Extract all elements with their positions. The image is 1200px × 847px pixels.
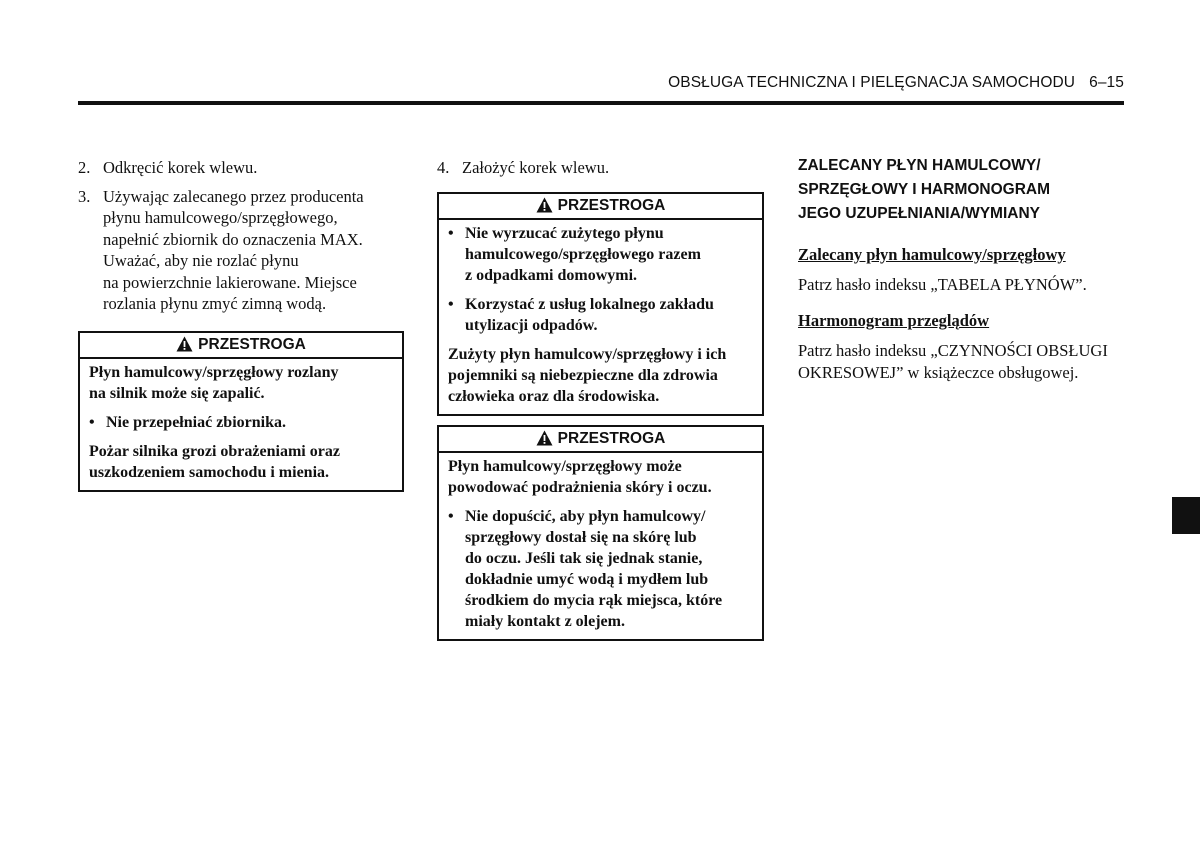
caution-line: Nie dopuścić, aby płyn hamulcowy/ — [465, 507, 706, 525]
caution-box — [437, 425, 764, 641]
section-title — [798, 154, 1128, 226]
step-text-line: Używając zalecanego przez producenta — [103, 186, 364, 206]
caution-intro — [448, 456, 754, 498]
caution-bullet — [448, 506, 754, 632]
column-2 — [437, 157, 764, 641]
caution-line: uszkodzeniem samochodu i mienia. — [89, 463, 330, 481]
caution-box — [437, 192, 764, 416]
caution-intro — [89, 362, 394, 404]
caution-header — [80, 333, 402, 359]
step-3 — [78, 186, 404, 315]
caution-bullet — [448, 223, 754, 286]
caution-header — [439, 194, 762, 220]
header-rule — [78, 101, 1124, 105]
caution-line: człowieka oraz dla środowiska. — [448, 387, 660, 405]
caution-body — [80, 359, 402, 490]
step-text-line: na powierzchnie lakierowane. Miejsce — [103, 272, 357, 292]
caution-line: Płyn hamulcowy/sprzęgłowy rozlany — [89, 363, 339, 381]
section-title-line: ZALECANY PŁYN HAMULCOWY/ — [798, 157, 1041, 174]
caution-bullet — [89, 412, 394, 433]
section-title-line: JEGO UZUPEŁNIANIA/WYMIANY — [798, 205, 1040, 222]
caution-line: miały kontakt z olejem. — [465, 612, 625, 630]
step-number: 2. — [78, 158, 91, 177]
paragraph — [798, 274, 1128, 296]
warning-triangle-icon — [536, 197, 553, 213]
bullet-icon: • — [448, 295, 454, 313]
caution-line: dokładnie umyć wodą i mydłem lub — [465, 570, 709, 588]
subheading-schedule: Harmonogram przeglądów — [798, 311, 990, 330]
caution-line: sprzęgłowy dostał się na skórę lub — [465, 528, 697, 546]
caution-line: Nie wyrzucać zużytego płynu — [465, 224, 664, 242]
caution-outro — [448, 344, 754, 407]
section-title-line: SPRZĘGŁOWY I HARMONOGRAM — [798, 181, 1051, 198]
warning-triangle-icon — [176, 336, 193, 352]
caution-line: powodować podrażnienia skóry i oczu. — [448, 478, 712, 496]
caution-line: hamulcowego/sprzęgłowego razem — [465, 245, 701, 263]
warning-triangle-icon — [536, 430, 553, 446]
subheading-recommended-fluid: Zalecany płyn hamulcowy/sprzęgłowy — [798, 245, 1066, 264]
step-text-line: Uważać, aby nie rozlać płynu — [103, 251, 299, 270]
paragraph-line: OKRESOWEJ” w książeczce obsługowej. — [798, 363, 1079, 382]
step-text-line: napełnić zbiornik do oznaczenia MAX. — [103, 229, 363, 249]
step-number: 4. — [437, 158, 450, 177]
caution-title: PRZESTROGA — [557, 429, 666, 447]
column-3 — [798, 157, 1128, 384]
caution-body — [439, 453, 762, 639]
caution-line: Korzystać z usług lokalnego zakładu — [465, 295, 714, 313]
paragraph — [798, 340, 1128, 384]
step-text-line: Założyć korek wlewu. — [462, 158, 610, 177]
caution-line: Pożar silnika grozi obrażeniami oraz — [89, 442, 340, 460]
caution-line: utylizacji odpadów. — [465, 316, 598, 334]
step-text-line: Odkręcić korek wlewu. — [103, 158, 258, 177]
caution-line: z odpadkami domowymi. — [465, 266, 638, 284]
caution-line: środkiem do mycia rąk miejsca, które — [465, 591, 723, 609]
step-2 — [78, 157, 404, 179]
bullet-icon: • — [89, 413, 95, 431]
caution-header — [439, 427, 762, 453]
chapter-title: OBSŁUGA TECHNICZNA I PIELĘGNACJA SAMOCHODU — [668, 74, 1076, 91]
caution-title: PRZESTROGA — [198, 335, 306, 353]
caution-line: Zużyty płyn hamulcowy/sprzęgłowy i ich — [448, 345, 727, 363]
page-header — [78, 74, 1124, 92]
paragraph-line: Patrz hasło indeksu „TABELA PŁYNÓW”. — [798, 275, 1087, 294]
bullet-icon: • — [448, 224, 454, 242]
bullet-icon: • — [448, 507, 454, 525]
caution-title: PRZESTROGA — [557, 196, 666, 214]
caution-box — [78, 331, 404, 492]
caution-outro — [89, 441, 394, 483]
caution-line: na silnik może się zapalić. — [89, 384, 265, 402]
step-text-line: rozlania płynu zmyć zimną wodą. — [103, 294, 327, 313]
caution-line: Płyn hamulcowy/sprzęgłowy może — [448, 457, 682, 475]
step-text-line: płynu hamulcowego/sprzęgłowego, — [103, 208, 338, 227]
caution-line: pojemniki są niebezpieczne dla zdrowia — [448, 366, 718, 384]
column-1 — [78, 157, 404, 492]
caution-body — [439, 220, 762, 414]
paragraph-line: Patrz hasło indeksu „CZYNNOŚCI OBSŁUGI — [798, 341, 1108, 360]
caution-line: do oczu. Jeśli tak się jednak stanie, — [465, 549, 703, 567]
step-number: 3. — [78, 186, 91, 206]
chapter-tab-marker — [1172, 497, 1200, 534]
caution-bullet — [448, 294, 754, 336]
step-4 — [437, 157, 764, 179]
page-number: 6–15 — [1089, 74, 1124, 91]
caution-line: Nie przepełniać zbiornika. — [106, 413, 286, 431]
